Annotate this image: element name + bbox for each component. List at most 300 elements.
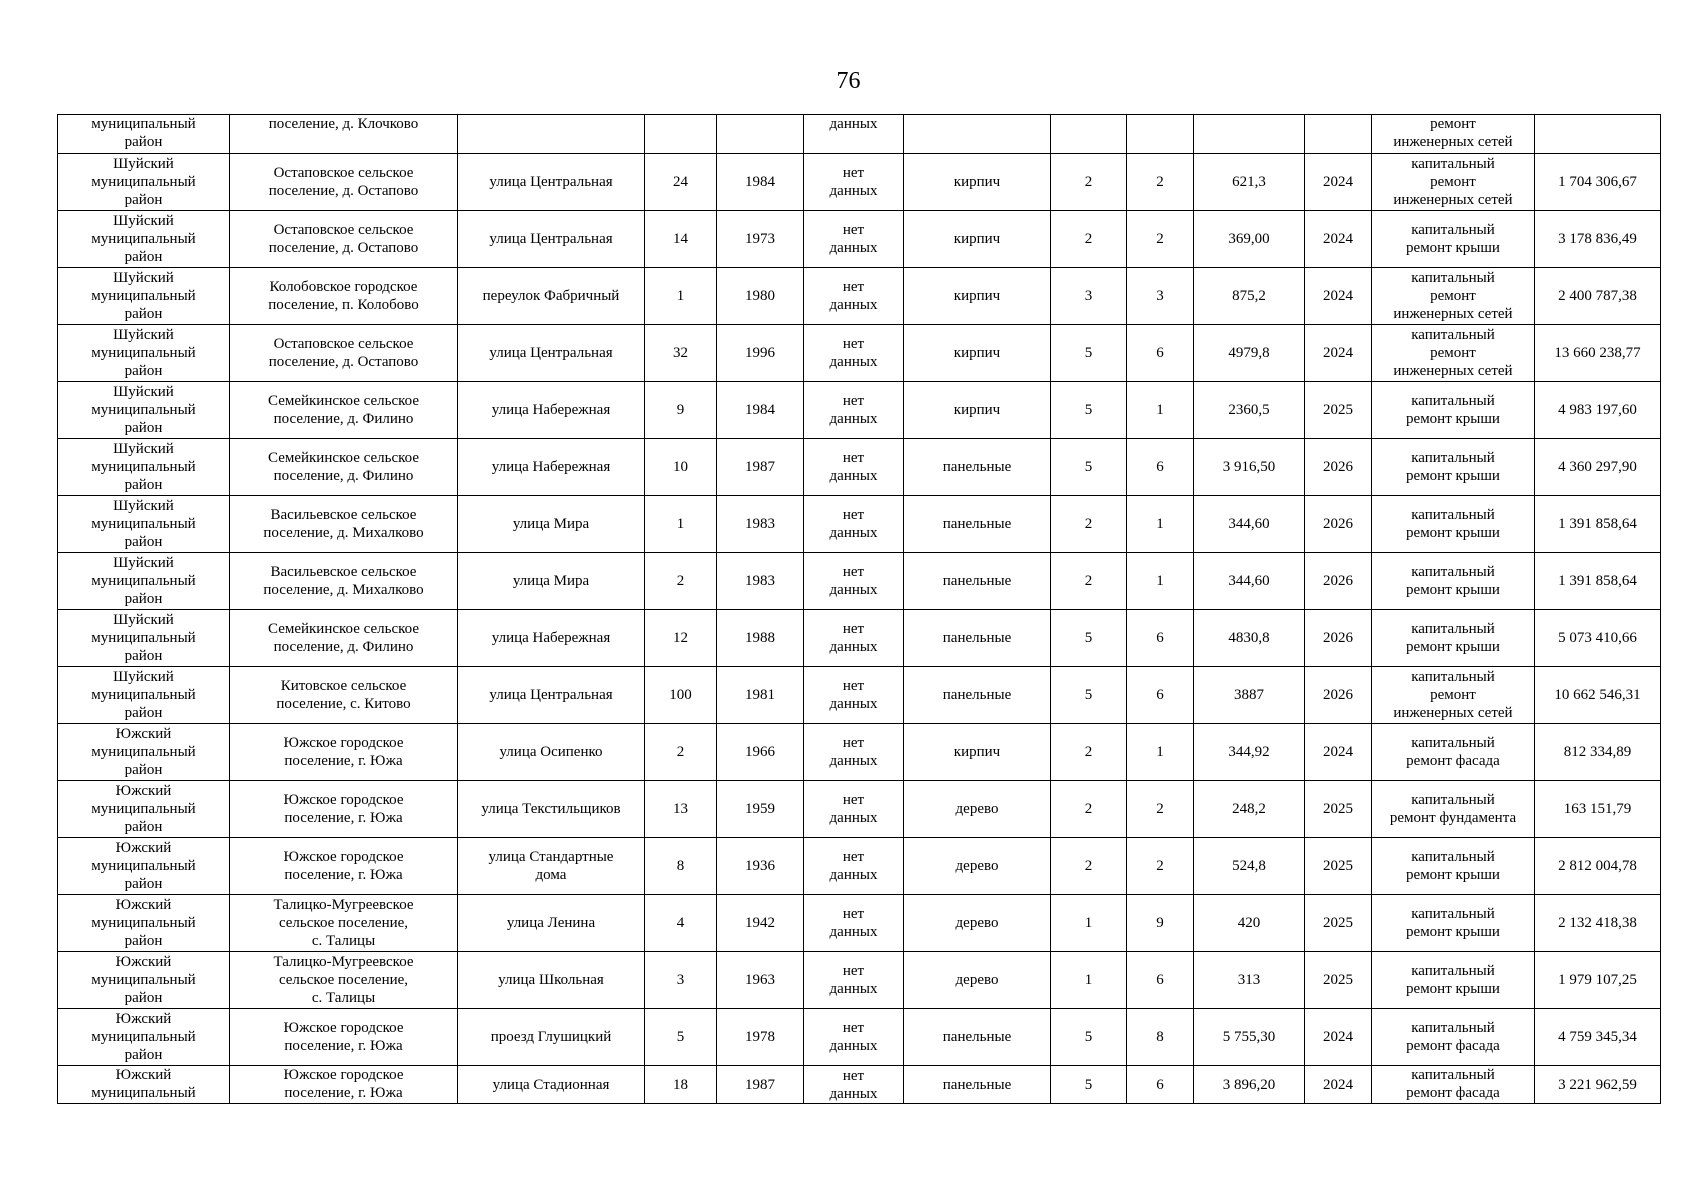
table-row (58, 325, 1661, 382)
cell-street (458, 838, 645, 895)
cell-settlement-line: Китовское сельское (280, 678, 407, 694)
cell-planned-year: 2026 (1305, 439, 1372, 496)
cell-wall-material: дерево (904, 781, 1051, 838)
cell-wear-line: нет (842, 165, 865, 181)
cell-wear (804, 1009, 904, 1066)
cell-floors: 5 (1051, 1009, 1127, 1066)
cell-settlement-line: Южское городское (283, 1020, 404, 1036)
cell-district (58, 610, 230, 667)
cell-entrances: 2 (1127, 781, 1194, 838)
cell-wall-material: панельные (904, 1009, 1051, 1066)
cell-district-line: Шуйский (113, 555, 174, 571)
cell-wear (804, 724, 904, 781)
cell-settlement-line: сельское поселение, (278, 972, 409, 988)
cell-house-number: 12 (645, 610, 717, 667)
cell-year-built: 1978 (717, 1009, 804, 1066)
cell-wear (804, 154, 904, 211)
cell-cost: 4 983 197,60 (1535, 382, 1661, 439)
cell-planned-year: 2024 (1305, 211, 1372, 268)
cell-settlement-line: с. Талицы (311, 933, 376, 949)
cell-floors: 5 (1051, 325, 1127, 382)
cell-district-line: муниципальный (91, 516, 196, 532)
cell-work-type-line: капитальный (1411, 792, 1495, 808)
cell-work-type-line: капитальный (1411, 507, 1495, 523)
cell-street-line: улица Стадионная (492, 1076, 610, 1093)
cell-wear-line: нет (842, 336, 865, 352)
cell-cost (1535, 115, 1661, 154)
cell-settlement-line: Остаповское сельское (273, 336, 414, 352)
cell-work-type-line: ремонт крыши (1406, 525, 1500, 541)
cell-house-number: 2 (645, 553, 717, 610)
cell-planned-year: 2026 (1305, 667, 1372, 724)
cell-district-line: муниципальный (91, 402, 196, 418)
cell-wear-line: нет (842, 1020, 865, 1036)
cell-work-type (1372, 838, 1535, 895)
cell-settlement-line: поселение, д. Филино (273, 468, 414, 484)
cell-settlement-line: поселение, д. Михалково (263, 582, 424, 598)
cell-area: 2360,5 (1194, 382, 1305, 439)
cell-district-line: муниципальный (91, 801, 196, 817)
cell-district-line: муниципальный (91, 630, 196, 646)
cell-work-type-line: ремонт фасада (1406, 1085, 1500, 1101)
cell-wear (804, 496, 904, 553)
table-row (58, 952, 1661, 1009)
cell-street (458, 610, 645, 667)
table-row (58, 781, 1661, 838)
cell-cost: 1 391 858,64 (1535, 496, 1661, 553)
cell-district-line: муниципальный (91, 573, 196, 589)
cell-floors: 1 (1051, 952, 1127, 1009)
cell-district-line: муниципальный (91, 915, 196, 931)
cell-area: 344,60 (1194, 553, 1305, 610)
cell-planned-year (1305, 115, 1372, 154)
cell-planned-year: 2024 (1305, 268, 1372, 325)
cell-settlement (230, 211, 458, 268)
cell-floors (1051, 115, 1127, 154)
cell-wear (804, 382, 904, 439)
cell-year-built: 1984 (717, 382, 804, 439)
cell-work-type-line: ремонт (1430, 174, 1476, 190)
cell-work-type-line: капитальный (1411, 564, 1495, 580)
cell-year-built: 1942 (717, 895, 804, 952)
table-row (58, 667, 1661, 724)
cell-work-type-line: инженерных сетей (1393, 705, 1513, 721)
cell-year-built: 1981 (717, 667, 804, 724)
cell-floors: 5 (1051, 667, 1127, 724)
cell-work-type (1372, 724, 1535, 781)
cell-district (58, 115, 230, 154)
cell-wall-material: кирпич (904, 154, 1051, 211)
cell-settlement (230, 496, 458, 553)
cell-wear-line: данных (829, 240, 878, 256)
cell-street (458, 325, 645, 382)
cell-floors: 2 (1051, 781, 1127, 838)
cell-cost: 3 221 962,59 (1535, 1066, 1661, 1104)
cell-floors: 5 (1051, 439, 1127, 496)
cell-district (58, 895, 230, 952)
cell-street (458, 268, 645, 325)
table-body (58, 115, 1661, 1104)
cell-wear-line: данных (829, 411, 878, 427)
cell-settlement-line: Семейкинское сельское (268, 621, 419, 637)
cell-settlement-line: поселение, д. Остапово (268, 183, 419, 199)
cell-year-built: 1963 (717, 952, 804, 1009)
cell-settlement-line: Колобовское городское (269, 279, 418, 295)
cell-work-type-line: ремонт крыши (1406, 924, 1500, 940)
cell-entrances: 1 (1127, 553, 1194, 610)
cell-planned-year: 2024 (1305, 325, 1372, 382)
cell-street (458, 1009, 645, 1066)
cell-settlement-line: поселение, г. Южа (284, 867, 403, 883)
cell-settlement (230, 325, 458, 382)
cell-settlement-line: поселение, п. Колобово (268, 297, 419, 313)
page-number: 76 (836, 68, 861, 94)
cell-wear (804, 211, 904, 268)
cell-year-built (717, 115, 804, 154)
cell-district-line: район (124, 192, 163, 208)
cell-settlement-line: поселение, г. Южа (284, 1085, 403, 1101)
table-row (58, 154, 1661, 211)
cell-work-type-line: ремонт (1430, 288, 1476, 304)
cell-wall-material: панельные (904, 553, 1051, 610)
cell-district (58, 268, 230, 325)
cell-cost: 1 704 306,67 (1535, 154, 1661, 211)
housing-repair-table (57, 114, 1661, 1104)
cell-floors: 2 (1051, 211, 1127, 268)
cell-work-type-line: капитальный (1411, 669, 1495, 685)
cell-wear-line: нет (842, 1067, 865, 1084)
cell-wear (804, 952, 904, 1009)
cell-work-type-line: ремонт крыши (1406, 411, 1500, 427)
cell-street (458, 1066, 645, 1104)
cell-work-type-line: ремонт крыши (1406, 240, 1500, 256)
cell-street-line: улица Текстильщиков (481, 801, 621, 817)
table-row (58, 610, 1661, 667)
cell-street (458, 382, 645, 439)
cell-work-type (1372, 211, 1535, 268)
cell-street-line: переулок Фабричный (482, 288, 620, 304)
cell-year-built: 1936 (717, 838, 804, 895)
cell-district (58, 154, 230, 211)
cell-settlement-line: Семейкинское сельское (268, 450, 419, 466)
cell-work-type (1372, 667, 1535, 724)
cell-planned-year: 2025 (1305, 781, 1372, 838)
cell-wear (804, 325, 904, 382)
cell-wear (804, 268, 904, 325)
cell-district (58, 1066, 230, 1104)
cell-district-line: район (124, 1047, 163, 1063)
cell-district-line: муниципальный (91, 288, 196, 304)
cell-work-type-line: инженерных сетей (1393, 134, 1513, 150)
cell-district (58, 211, 230, 268)
cell-entrances: 9 (1127, 895, 1194, 952)
cell-wall-material (904, 115, 1051, 154)
cell-district (58, 724, 230, 781)
cell-wall-material: кирпич (904, 325, 1051, 382)
cell-house-number: 14 (645, 211, 717, 268)
cell-work-type-line: капитальный (1411, 849, 1495, 865)
cell-settlement (230, 781, 458, 838)
cell-wear-line: данных (829, 183, 878, 199)
cell-street (458, 211, 645, 268)
cell-wear-line: данных (829, 525, 878, 541)
cell-cost: 5 073 410,66 (1535, 610, 1661, 667)
table-row (58, 115, 1661, 154)
table-row (58, 496, 1661, 553)
cell-street (458, 952, 645, 1009)
cell-street-line: улица Осипенко (499, 744, 603, 760)
cell-street-line: проезд Глушицкий (490, 1029, 612, 1045)
cell-work-type-line: ремонт (1430, 116, 1476, 132)
cell-entrances: 1 (1127, 724, 1194, 781)
cell-settlement-line: Южское городское (283, 1067, 404, 1083)
cell-district-line: район (124, 249, 163, 265)
cell-area: 524,8 (1194, 838, 1305, 895)
cell-house-number: 8 (645, 838, 717, 895)
cell-entrances: 6 (1127, 439, 1194, 496)
cell-wear-line: данных (829, 696, 878, 712)
table-row (58, 1066, 1661, 1104)
cell-district-line: район (124, 591, 163, 607)
cell-district-line: Южский (115, 726, 172, 742)
cell-cost: 4 360 297,90 (1535, 439, 1661, 496)
cell-work-type-line: капитальный (1411, 735, 1495, 751)
cell-planned-year: 2024 (1305, 724, 1372, 781)
cell-entrances: 3 (1127, 268, 1194, 325)
cell-street-line: улица Ленина (506, 915, 596, 931)
cell-district-line: муниципальный (91, 116, 196, 132)
cell-wear (804, 895, 904, 952)
cell-work-type-line: ремонт (1430, 687, 1476, 703)
cell-wall-material: кирпич (904, 382, 1051, 439)
table-row (58, 211, 1661, 268)
cell-wear-line: нет (842, 450, 865, 466)
cell-wear-line: нет (842, 393, 865, 409)
cell-floors: 2 (1051, 553, 1127, 610)
cell-wear (804, 1066, 904, 1104)
cell-settlement (230, 724, 458, 781)
cell-work-type-line: капитальный (1411, 906, 1495, 922)
cell-year-built: 1973 (717, 211, 804, 268)
cell-street (458, 781, 645, 838)
cell-district-line: район (124, 705, 163, 721)
cell-street-line: улица Мира (512, 516, 590, 532)
cell-house-number (645, 115, 717, 154)
cell-planned-year: 2025 (1305, 838, 1372, 895)
cell-street-line: улица Стандартные (488, 849, 614, 865)
cell-work-type-line: инженерных сетей (1393, 192, 1513, 208)
cell-entrances: 2 (1127, 211, 1194, 268)
cell-work-type-line: ремонт фасада (1406, 753, 1500, 769)
cell-house-number: 32 (645, 325, 717, 382)
cell-wear-line: данных (829, 354, 878, 370)
cell-wear (804, 667, 904, 724)
cell-district-line: район (124, 134, 163, 150)
cell-area: 313 (1194, 952, 1305, 1009)
cell-work-type (1372, 610, 1535, 667)
cell-entrances: 6 (1127, 1066, 1194, 1104)
cell-settlement (230, 268, 458, 325)
cell-settlement (230, 952, 458, 1009)
cell-wear-line: данных (829, 753, 878, 769)
cell-district-line: Южский (115, 954, 172, 970)
cell-cost: 1 391 858,64 (1535, 553, 1661, 610)
cell-district-line: муниципальный (91, 231, 196, 247)
cell-street (458, 895, 645, 952)
cell-entrances: 1 (1127, 496, 1194, 553)
cell-district-line: муниципальный (91, 345, 196, 361)
cell-work-type-line: инженерных сетей (1393, 306, 1513, 322)
cell-district-line: Шуйский (113, 270, 174, 286)
cell-wear-line: данных (829, 468, 878, 484)
cell-district-line: район (124, 990, 163, 1006)
cell-entrances: 6 (1127, 952, 1194, 1009)
cell-work-type-line: ремонт крыши (1406, 867, 1500, 883)
cell-area: 3 896,20 (1194, 1066, 1305, 1104)
table-row (58, 268, 1661, 325)
cell-wall-material: панельные (904, 1066, 1051, 1104)
cell-cost: 3 178 836,49 (1535, 211, 1661, 268)
cell-district-line: муниципальный (91, 459, 196, 475)
cell-wear-line: данных (829, 1085, 878, 1102)
cell-settlement (230, 1066, 458, 1104)
cell-street (458, 667, 645, 724)
cell-house-number: 9 (645, 382, 717, 439)
cell-entrances (1127, 115, 1194, 154)
cell-area: 875,2 (1194, 268, 1305, 325)
cell-work-type-line: ремонт крыши (1406, 468, 1500, 484)
cell-settlement-line: поселение, д. Михалково (263, 525, 424, 541)
cell-street-line: улица Школьная (498, 972, 604, 988)
cell-work-type (1372, 268, 1535, 325)
cell-area: 5 755,30 (1194, 1009, 1305, 1066)
cell-street-line: улица Центральная (489, 687, 613, 703)
cell-cost: 163 151,79 (1535, 781, 1661, 838)
cell-floors: 5 (1051, 382, 1127, 439)
cell-area: 4830,8 (1194, 610, 1305, 667)
cell-cost: 2 400 787,38 (1535, 268, 1661, 325)
cell-wall-material: дерево (904, 838, 1051, 895)
cell-settlement-line: поселение, д. Филино (273, 639, 414, 655)
cell-wear-line: нет (842, 222, 865, 238)
cell-work-type-line: ремонт крыши (1406, 981, 1500, 997)
cell-street-line: улица Набережная (491, 630, 611, 646)
cell-wear-line: данных (829, 867, 878, 883)
cell-work-type-line: капитальный (1411, 270, 1495, 286)
cell-planned-year: 2024 (1305, 154, 1372, 211)
cell-settlement-line: Южское городское (283, 849, 404, 865)
cell-work-type-line: капитальный (1411, 1020, 1495, 1036)
cell-district (58, 667, 230, 724)
cell-wear (804, 439, 904, 496)
cell-work-type-line: ремонт крыши (1406, 582, 1500, 598)
cell-work-type (1372, 553, 1535, 610)
cell-house-number: 13 (645, 781, 717, 838)
cell-district-line: район (124, 876, 163, 892)
cell-planned-year: 2025 (1305, 952, 1372, 1009)
cell-district-line: Южский (115, 897, 172, 913)
cell-wall-material: дерево (904, 952, 1051, 1009)
cell-year-built: 1983 (717, 553, 804, 610)
table-row (58, 1009, 1661, 1066)
cell-work-type (1372, 496, 1535, 553)
cell-street (458, 115, 645, 154)
cell-settlement-line: поселение, д. Филино (273, 411, 414, 427)
cell-year-built: 1987 (717, 439, 804, 496)
cell-floors: 2 (1051, 496, 1127, 553)
cell-floors: 1 (1051, 895, 1127, 952)
cell-house-number: 2 (645, 724, 717, 781)
cell-street-line: улица Центральная (489, 345, 613, 361)
cell-district-line: район (124, 306, 163, 322)
cell-work-type-line: инженерных сетей (1393, 363, 1513, 379)
cell-cost: 10 662 546,31 (1535, 667, 1661, 724)
cell-settlement (230, 610, 458, 667)
cell-district-line: район (124, 363, 163, 379)
cell-work-type (1372, 1009, 1535, 1066)
cell-planned-year: 2024 (1305, 1066, 1372, 1104)
cell-wear-line: нет (842, 507, 865, 523)
cell-settlement (230, 667, 458, 724)
cell-settlement-line: Васильевское сельское (270, 564, 417, 580)
cell-year-built: 1996 (717, 325, 804, 382)
cell-wear-line: данных (829, 582, 878, 598)
cell-year-built: 1983 (717, 496, 804, 553)
table-row (58, 895, 1661, 952)
cell-wear-line: данных (829, 1038, 878, 1054)
cell-entrances: 2 (1127, 838, 1194, 895)
cell-settlement-line: сельское поселение, (278, 915, 409, 931)
cell-street-line: дома (535, 867, 567, 883)
cell-settlement-line: Талицко-Мугреевское (273, 897, 414, 913)
cell-wear-line: нет (842, 735, 865, 751)
cell-planned-year: 2026 (1305, 553, 1372, 610)
cell-area (1194, 115, 1305, 154)
cell-settlement (230, 154, 458, 211)
cell-district-line: район (124, 762, 163, 778)
cell-settlement (230, 382, 458, 439)
cell-district-line: муниципальный (91, 972, 196, 988)
cell-street-line: улица Мира (512, 573, 590, 589)
cell-settlement (230, 838, 458, 895)
cell-street-line: улица Набережная (491, 402, 611, 418)
cell-area: 4979,8 (1194, 325, 1305, 382)
cell-settlement (230, 553, 458, 610)
cell-floors: 2 (1051, 724, 1127, 781)
cell-work-type-line: капитальный (1411, 156, 1495, 172)
cell-settlement-line: Южское городское (283, 735, 404, 751)
cell-district-line: район (124, 648, 163, 664)
cell-district-line: Шуйский (113, 441, 174, 457)
cell-district (58, 325, 230, 382)
cell-wall-material: панельные (904, 439, 1051, 496)
cell-street-line: улица Набережная (491, 459, 611, 475)
cell-wear (804, 610, 904, 667)
cell-settlement-line: поселение, д. Остапово (268, 240, 419, 256)
cell-entrances: 6 (1127, 667, 1194, 724)
cell-settlement-line: Остаповское сельское (273, 165, 414, 181)
cell-wear (804, 781, 904, 838)
cell-district-line: Шуйский (113, 156, 174, 172)
cell-cost: 2 812 004,78 (1535, 838, 1661, 895)
cell-settlement-line: Талицко-Мугреевское (273, 954, 414, 970)
cell-district-line: район (124, 420, 163, 436)
cell-planned-year: 2025 (1305, 895, 1372, 952)
cell-settlement (230, 115, 458, 154)
cell-cost: 2 132 418,38 (1535, 895, 1661, 952)
cell-work-type (1372, 115, 1535, 154)
cell-work-type-line: капитальный (1411, 621, 1495, 637)
